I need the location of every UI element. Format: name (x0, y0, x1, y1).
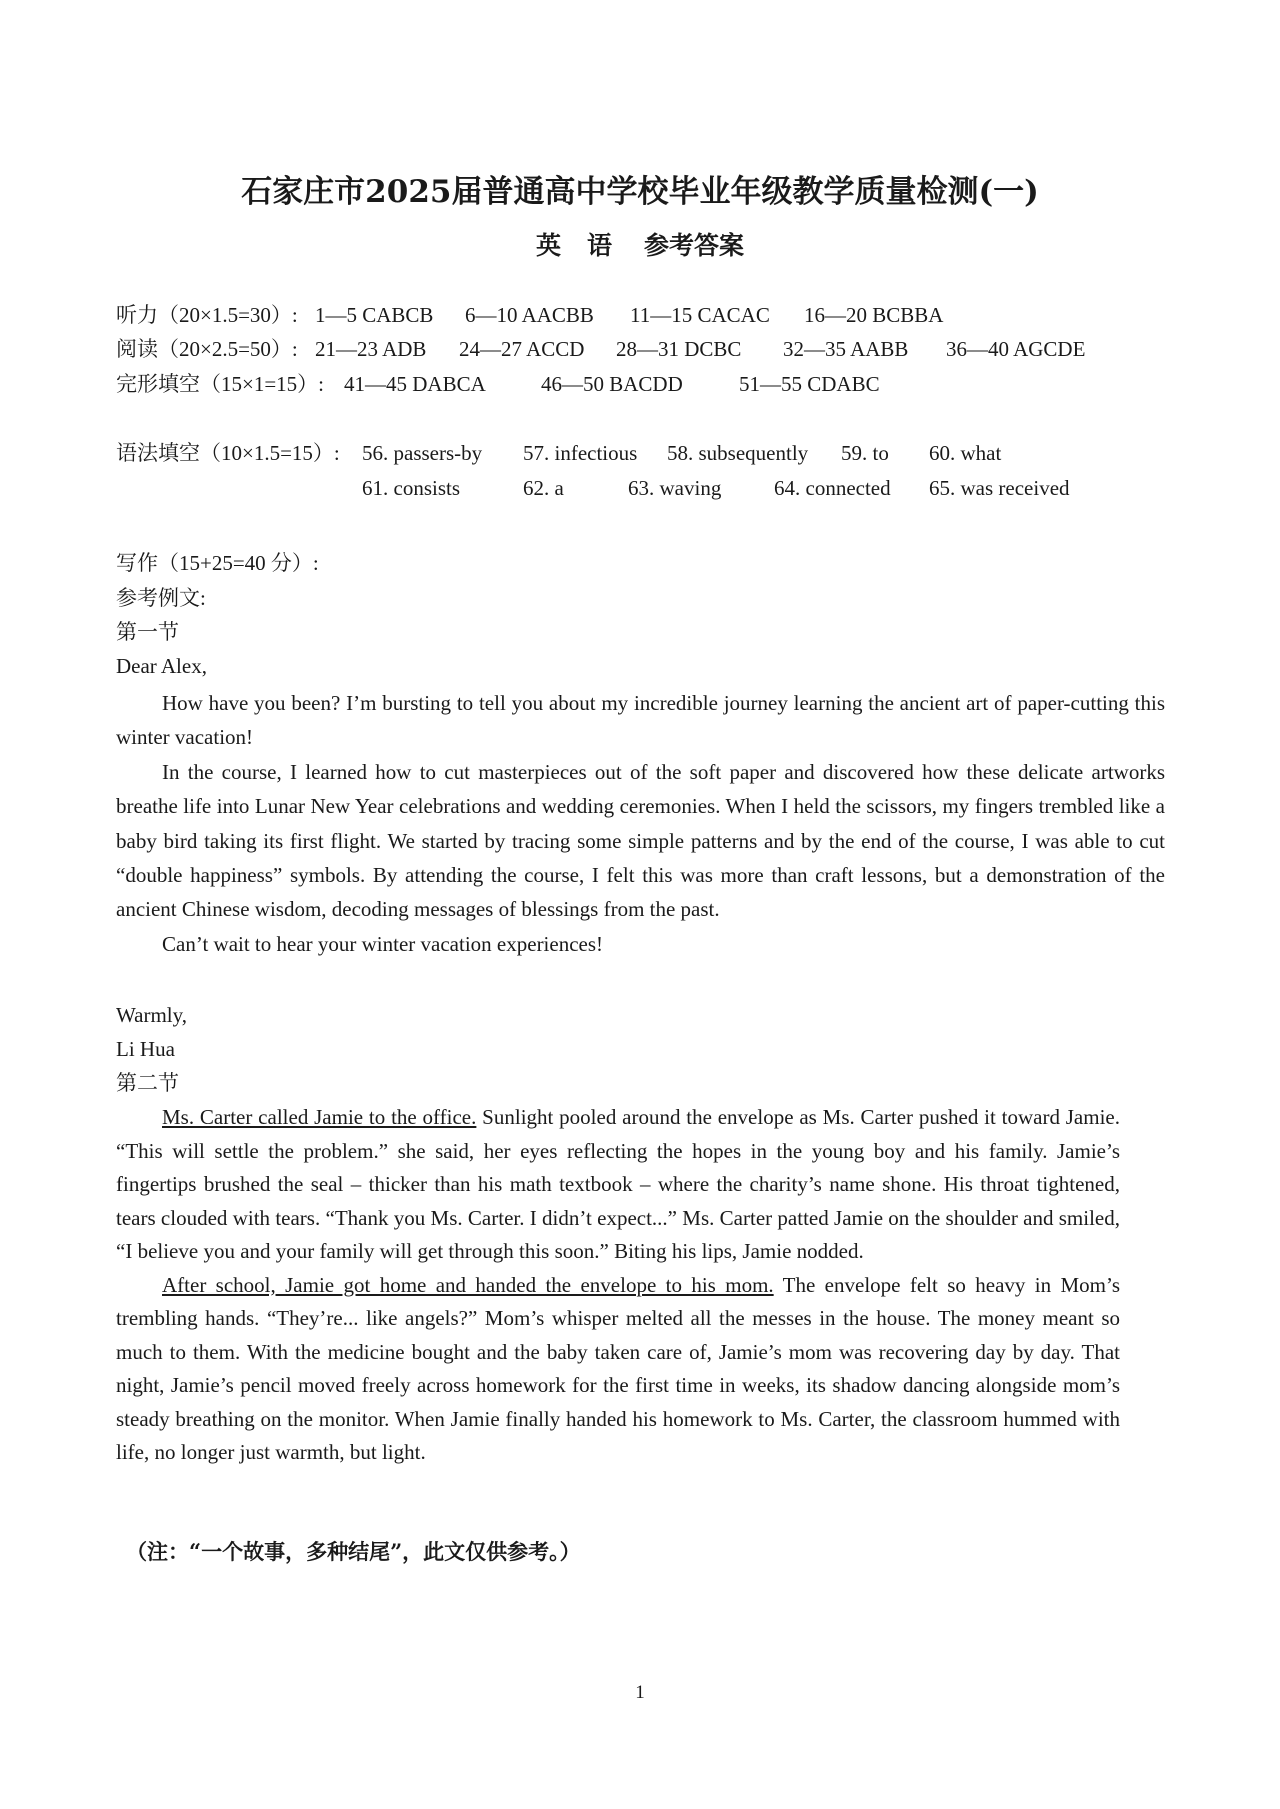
page-subtitle (0, 226, 1280, 262)
section-2-label: 第二节 (116, 1071, 179, 1095)
grammar-answer: 59. to (841, 441, 889, 465)
reading-label: 阅读（20×2.5=50）: (116, 337, 298, 361)
writing-label: 写作（15+25=40 分）: (116, 551, 319, 575)
answer-group: 6—10 AACBB (465, 303, 594, 327)
answer-group: 16—20 BCBBA (804, 303, 944, 327)
answer-group: 41—45 DABCA (344, 372, 486, 396)
answer-group: 46—50 BACDD (541, 372, 683, 396)
grammar-answer: 65. was received (929, 476, 1070, 500)
letter-signature: Li Hua (116, 1037, 175, 1061)
answer-group: 36—40 AGCDE (946, 337, 1086, 361)
letter-paragraph: How have you been? I’m bursting to tell you about my incredible journey learning the ancient art of paper-cutting this winter vacation! (116, 691, 1165, 750)
subtitle-part-2: 语 (586, 231, 612, 260)
answer-group: 24—27 ACCD (459, 337, 585, 361)
letter-paragraph: Can’t wait to hear your winter vacation experiences! (162, 931, 604, 956)
answer-group: 21—23 ADB (315, 337, 427, 361)
grammar-answer: 56. passers-by (362, 441, 483, 465)
story-paragraph-text: Sunlight pooled around the envelope as Ms. Carter pushed it toward Jamie. “This will settle the problem.” she said, her eyes reflecting the hopes in the young boy and his family. Jamie’s fingertips brushed the seal – thicker than his math textbook – where the charity’s name shone. His throat tightened, tears clouded with tears. “Thank you Ms. Carter. I didn’t expect...” Ms. Carter patted Jamie on the shoulder and smiled, “I believe you and your family will get through this soon.” Biting his lips, Jamie nodded. (116, 1105, 1120, 1263)
page-number: 1 (635, 1682, 645, 1703)
listening-label: 听力（20×1.5=30）: (116, 303, 298, 327)
answer-group: 1—5 CABCB (315, 303, 434, 327)
section-1-label: 第一节 (116, 620, 179, 644)
story-body (116, 1101, 1120, 1470)
grammar-answer: 58. subsequently (667, 441, 809, 465)
footnote: （注：“一个故事，多种结尾”，此文仅供参考。） (126, 1539, 581, 1564)
paragraph-opening-sentence: After school, Jamie got home and handed the envelope to his mom. (162, 1272, 774, 1297)
subtitle-part-1: 英 (535, 231, 561, 260)
letter-salutation: Dear Alex, (116, 654, 207, 678)
letter-body (116, 686, 1165, 961)
grammar-answer: 63. waving (628, 476, 722, 500)
subtitle-part-3: 参考答案 (644, 231, 745, 260)
answer-group: 32—35 AABB (783, 337, 909, 361)
answer-group: 28—31 DCBC (616, 337, 742, 361)
grammar-answer: 60. what (929, 441, 1002, 465)
letter-closing: Warmly, (116, 1003, 188, 1027)
grammar-label: 语法填空（10×1.5=15）: (116, 441, 340, 465)
answer-group: 51—55 CDABC (739, 372, 880, 396)
letter-paragraph: In the course, I learned how to cut masterpieces out of the soft paper and discovered how these delicate artworks breathe life into Lunar New Year celebrations and wedding ceremonies. When I held the scissors, my fingers trembled like a baby bird taking its first flight. We started by tracing some simple patterns and by the end of the course, I was able to cut “double happiness” symbols. By attending the course, I felt this was more than craft lessons, but a demonstration of the ancient Chinese wisdom, decoding messages of blessings from the past. (116, 759, 1165, 922)
cloze-label: 完形填空（15×1=15）: (116, 372, 325, 396)
grammar-answer: 57. infectious (523, 441, 638, 465)
grammar-answer: 62. a (523, 476, 564, 500)
grammar-answer: 64. connected (774, 476, 891, 500)
answer-group: 11—15 CACAC (630, 303, 770, 327)
page-title: 石家庄市2025届普通高中学校毕业年级教学质量检测(一) (241, 174, 1039, 210)
sample-essay-label: 参考例文: (116, 586, 206, 610)
story-paragraph-1 (116, 1101, 1120, 1269)
grammar-answer: 61. consists (362, 476, 461, 500)
story-paragraph-2 (116, 1269, 1120, 1470)
story-paragraph-text: The envelope felt so heavy in Mom’s trembling hands. “They’re... like angels?” Mom’s whisper melted all the messes in the house. The money meant so much to them. With the medicine bought and the baby taken care of, Jamie’s mom was recovering day by day. That night, Jamie’s pencil moved freely across homework for the first time in weeks, its shadow dancing alongside mom’s steady breathing on the monitor. When Jamie finally handed his homework to Ms. Carter, the classroom hummed with life, no longer just warmth, but light. (116, 1272, 1120, 1464)
paragraph-opening-sentence: Ms. Carter called Jamie to the office. (162, 1105, 477, 1129)
